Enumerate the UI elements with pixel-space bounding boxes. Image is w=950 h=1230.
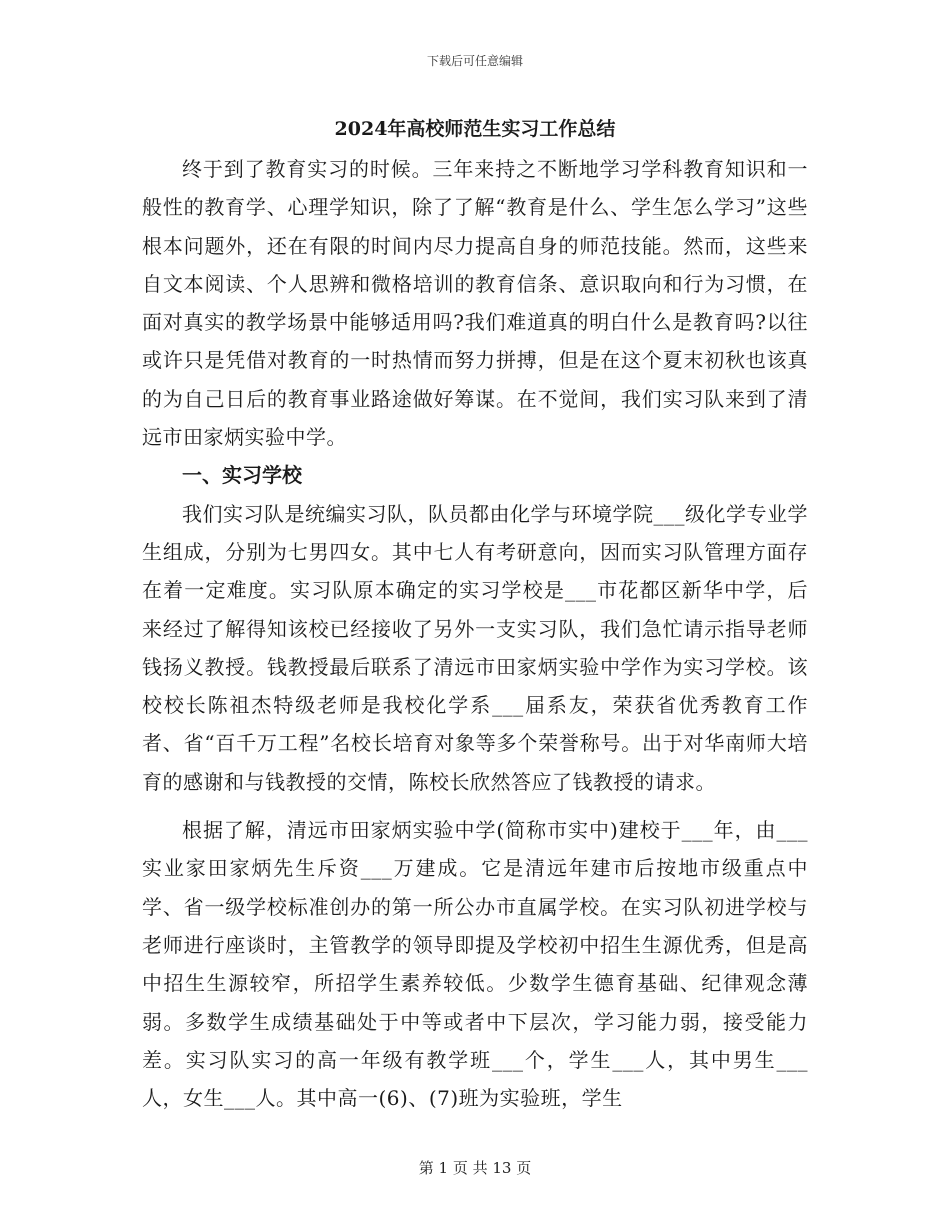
paragraph-internship-team: 我们实习队是统编实习队，队员都由化学与环境学院___级化学专业学生组成，分别为七男四女。其中七人有考研意向，因而实习队管理方面存在着一定难度。实习队原本确定的实习学校是___市花都区新华中学，后来经过了解得知该校已经接收了另外一支实习队，我们急忙请示指导老师钱扬义教授。钱教授最后联系了清远市田家炳实验中学作为实习学校。该校校长陈祖杰特级老师是我校化学系___届系友，荣获省优秀教育工作者、省“百千万工程”名校长培育对象等多个荣誉称号。出于对华南师大培育的感谢和与钱教授的交情，陈校长欣然答应了钱教授的请求。 <box>142 501 808 794</box>
page-header-note: 下载后可任意编辑 <box>426 54 523 68</box>
page-number: 第 1 页 共 13 页 <box>418 1159 532 1177</box>
paragraph-spacer <box>142 801 808 811</box>
document-title: 2024年高校师范生实习工作总结 <box>334 118 616 140</box>
intro-paragraph: 终于到了教育实习的时候。三年来持之不断地学习学科教育知识和一般性的教育学、心理学知识，除了了解“教育是什么、学生怎么学习”这些根本问题外，还在有限的时间内尽力提高自身的师范技能。然而，这些来自文本阅读、个人思辨和微格培训的教育信条、意识取向和行为习惯，在面对真实的教学场景中能够适用吗?我们难道真的明白什么是教育吗?以往或许只是凭借对教育的一时热情而努力拼搏，但是在这个夏末初秋也该真的为自己日后的教育事业路途做好筹谋。在不觉间，我们实习队来到了清远市田家炳实验中学。 <box>142 157 808 450</box>
section-heading: 一、实习学校 <box>182 463 302 488</box>
paragraph-school-info: 根据了解，清远市田家炳实验中学(简称市实中)建校于___年，由___实业家田家炳先生斥资___万建成。它是清远年建市后按地市级重点中学、省一级学校标准创办的第一所公办市直属学校。在实习队初进学校与老师进行座谈时，主管教学的领导即提及学校初中招生生源优秀，但是高中招生生源较窄，所招学生素养较低。少数学生德育基础、纪律观念薄弱。多数学生成绩基础处于中等或者中下层次，学习能力弱，接受能力差。实习队实习的高一年级有教学班___个，学生___人，其中男生___人，女生___人。其中高一(6)、(7)班为实验班，学生 <box>142 818 808 1111</box>
document-body <box>142 112 808 1117</box>
